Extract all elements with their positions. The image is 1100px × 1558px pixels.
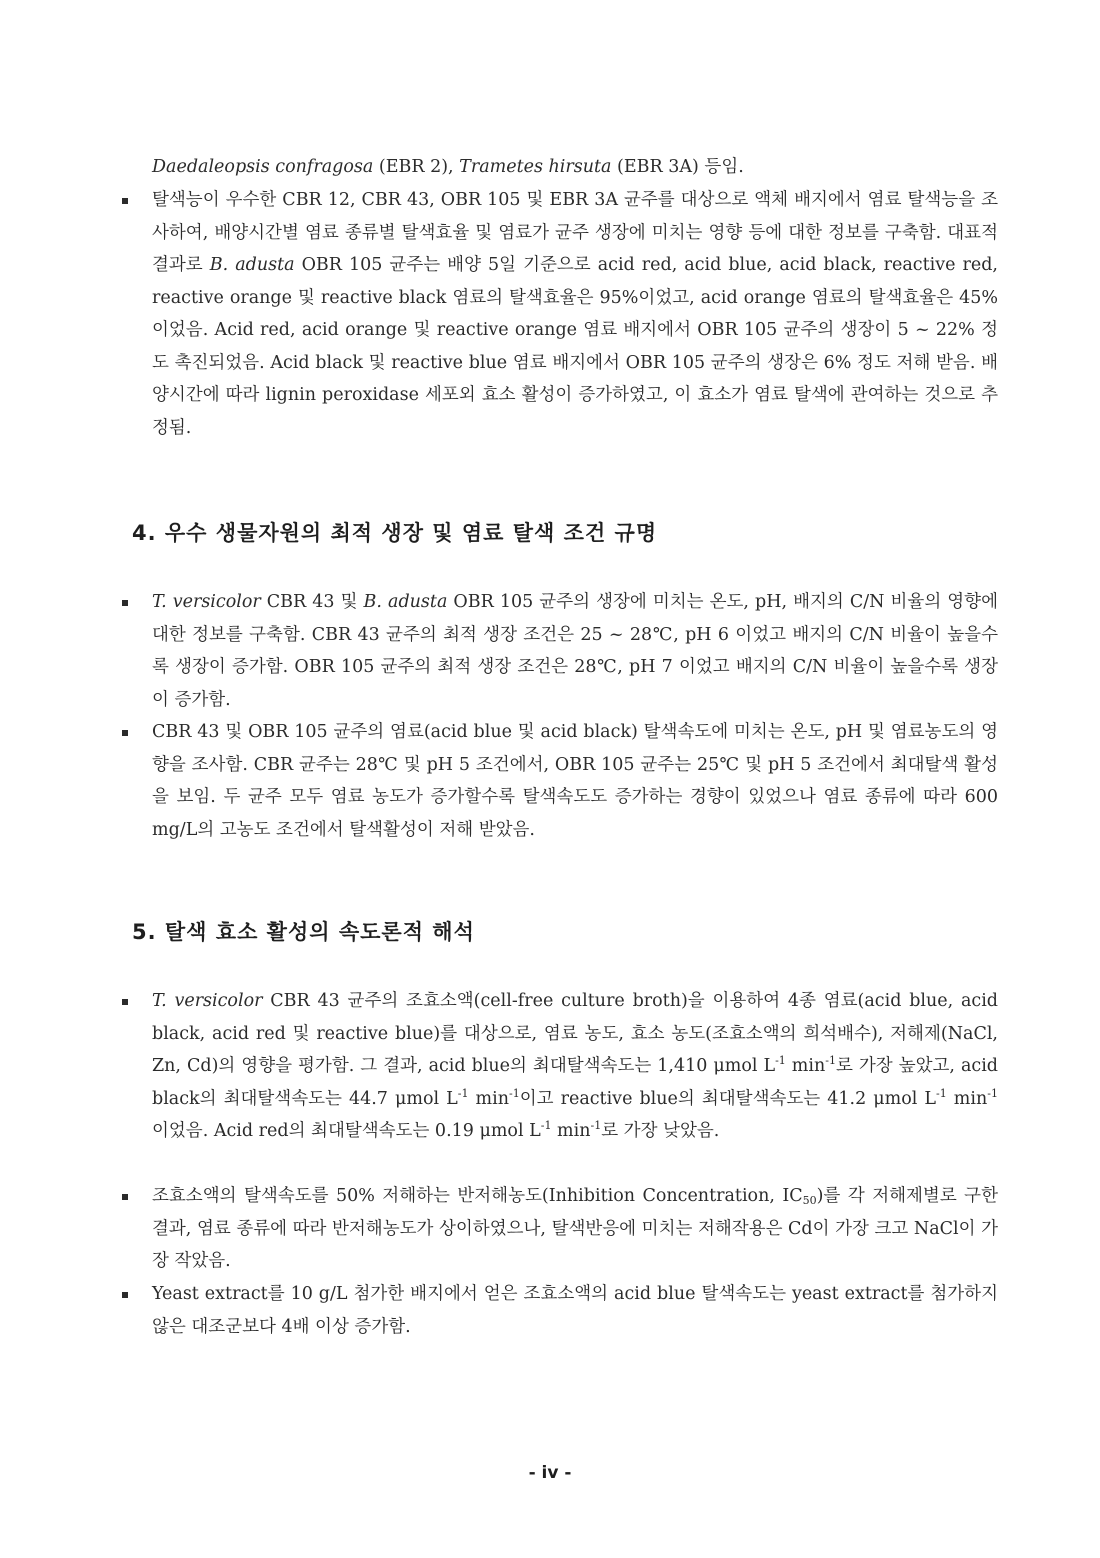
superscript: -1 — [509, 1086, 520, 1100]
superscript: -1 — [590, 1119, 602, 1132]
bullet-marker — [122, 1292, 128, 1298]
superscript: -1 — [987, 1086, 998, 1100]
text: 로 가장 높았고, acid black의 최대탈색속도는 44.7 μmol L — [152, 1056, 998, 1109]
species-name: B. adusta — [363, 592, 448, 612]
text: min — [785, 1056, 826, 1076]
text: Yeast extract를 10 g/L 첨가한 배지에서 얻은 조효소액의 acid blue 탈색속도는 yeast extract를 첨가하지 않은 대조군보다 4배 이상 증가함. — [152, 1284, 998, 1337]
text: 탈색능이 우수한 CBR 12, CBR 43, OBR 105 및 EBR 3A 균주를 대상으로 액체 배지에서 염료 탈색능을 조사하여, 배양시간별 염료 종류별 탈색효율 및 염료가 균주 생장에 미치는 영향 등에 대한 정보를 구축함. 대표적 결과로 — [152, 190, 998, 275]
text: CBR 43 및 — [260, 592, 364, 612]
text: OBR 105 균주의 생장에 미치는 온도, pH, 배지의 C/N 비율의 영향에 대한 정보를 구축함. CBR 43 균주의 최적 생장 조건은 25 ~ 28℃, pH 6 이었고 배지의 C/N 비율이 높을수록 생장이 증가함. OBR 105 균주의 최적 생장 조건은 28℃, pH 7 이었고 배지의 C/N 비율이 높을수록 생장이 증가함. — [152, 592, 998, 710]
superscript: -1 — [540, 1119, 552, 1132]
bullet-item — [152, 586, 998, 716]
bullet-item — [152, 1180, 998, 1278]
text: 조효소액의 탈색속도를 50% 저해하는 반저해농도(Inhibition Concentration, IC — [152, 1186, 803, 1206]
superscript: -1 — [936, 1086, 947, 1100]
superscript: -1 — [775, 1054, 786, 1067]
bullet-marker — [122, 1194, 128, 1200]
text: min — [946, 1088, 988, 1109]
intro-paragraph — [152, 151, 998, 184]
page-number: - iv - — [528, 1463, 572, 1483]
text: CBR 43 및 OBR 105 균주의 염료(acid blue 및 acid black) 탈색속도에 미치는 온도, pH 및 염료농도의 영향을 조사함. CBR 균주는 28℃ 및 pH 5 조건에서, OBR 105 균주는 25℃ 및 pH 5 조건에서 최대탈색 활성을 보임. 두 균주 모두 염료 농도가 증가할수록 탈색속도도 증가하는 경향이 있었으나 염료 종류에 따라 600 mg/L의 고농도 조건에서 탈색활성이 저해 받았음. — [152, 722, 998, 840]
bullet-marker — [122, 198, 128, 204]
text: )를 각 저해제별로 구한 결과, 염료 종류에 따라 반저해농도가 상이하였으나, 탈색반응에 미치는 저해작용은 Cd이 가장 크고 NaCl이 가장 작았음. — [152, 1186, 998, 1271]
bullet-marker — [122, 999, 128, 1005]
text: OBR 105 균주는 배양 5일 기준으로 acid red, acid blue, acid black, reactive red, reactive orange 및 reactive black 염료의 탈색효율은 95%이었고, acid orange 염료의 탈색효율은 45%이었음. Acid red, acid orange 및 reactive orange 염료 배지에서 OBR 105 균주의 생장이 5 ~ 22% 정도 촉진되었음. Acid black 및 reactive blue 염료 배지에서 OBR 105 균주의 생장은 6% 정도 저해 받음. 배양시간에 따라 lignin peroxidase 세포외 효소 활성이 증가하였고, 이 효소가 염료 탈색에 관여하는 것으로 추정됨. — [152, 255, 998, 438]
species-name: T. versicolor — [152, 592, 261, 612]
text: 이었음. Acid red의 최대탈색속도는 0.19 μmol L — [152, 1121, 541, 1141]
species-name: Daedaleopsis confragosa — [152, 157, 374, 177]
species-name: Trametes hirsuta — [459, 157, 612, 177]
bullet-marker — [122, 600, 128, 606]
section-heading: 4. 우수 생물자원의 최적 생장 및 염료 탈색 조건 규명 — [132, 521, 658, 545]
text: 로 가장 낮았음. — [601, 1121, 720, 1141]
text: (EBR 3A) 등임. — [611, 157, 744, 177]
species-name: T. versicolor — [152, 991, 263, 1011]
text: (EBR 2), — [373, 157, 460, 177]
text: 이고 reactive blue의 최대탈색속도는 41.2 μmol L — [519, 1088, 937, 1109]
superscript: -1 — [825, 1054, 836, 1067]
text: min — [551, 1121, 591, 1141]
bullet-marker — [122, 730, 128, 736]
section-heading: 5. 탈색 효소 활성의 속도론적 해석 — [132, 920, 475, 944]
superscript: -1 — [457, 1086, 469, 1100]
bullet-item — [152, 184, 998, 444]
bullet-item — [152, 716, 998, 846]
species-name: B. adusta — [209, 255, 295, 275]
bullet-item — [152, 1278, 998, 1343]
text: CBR 43 균주의 조효소액(cell-free culture broth)을 이용하여 4종 염료(acid blue, acid black, acid red 및 reactive blue)를 대상으로, 염료 농도, 효소 농도(조효소액의 희석배수), 저해제(NaCl, Zn, Cd)의 영향을 평가함. 그 결과, acid blue의 최대탈색속도는 1,410 μmol L — [152, 991, 998, 1076]
bullet-item — [152, 985, 998, 1148]
subscript: 50 — [802, 1194, 817, 1207]
text: min — [468, 1088, 510, 1109]
